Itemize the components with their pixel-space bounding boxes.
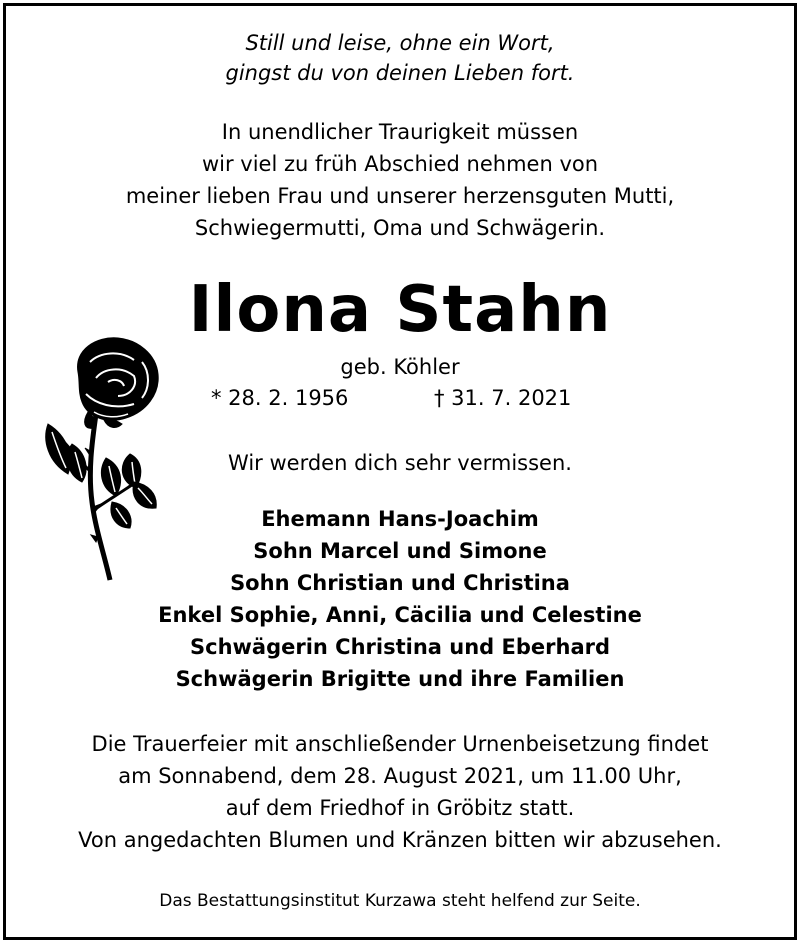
mourner-line-2: Sohn Marcel und Simone (253, 539, 547, 563)
mourner-line-5: Schwägerin Christina und Eberhard (190, 635, 610, 659)
deceased-name: Ilona Stahn (188, 273, 612, 347)
service-line-2: am Sonnabend, dem 28. August 2021, um 11.00 Uhr, (118, 764, 682, 788)
service-line-1: Die Trauerfeier mit anschließender Urnenbeisetzung findet (91, 732, 709, 756)
intro-line-2: wir viel zu früh Abschied nehmen von (201, 152, 599, 176)
farewell-line: Wir werden dich sehr vermissen. (228, 451, 572, 475)
mourner-line-3: Sohn Christian und Christina (230, 571, 570, 595)
mourner-line-6: Schwägerin Brigitte und ihre Familien (175, 667, 625, 691)
birth-date: * 28. 2. 1956 (211, 386, 349, 410)
intro-line-3: meiner lieben Frau und unserer herzensguten Mutti, (125, 184, 675, 208)
maiden-name: geb. Köhler (340, 355, 460, 379)
verse-line-1: Still und leise, ohne ein Wort, (245, 31, 555, 55)
funeral-home-note: Das Bestattungsinstitut Kurzawa steht helfend zur Seite. (159, 891, 641, 911)
mourner-line-4: Enkel Sophie, Anni, Cäcilia und Celestine (158, 603, 642, 627)
death-date: † 31. 7. 2021 (434, 386, 572, 410)
verse-line-2: gingst du von deinen Lieben fort. (225, 61, 575, 85)
service-line-3: auf dem Friedhof in Gröbitz statt. (225, 796, 575, 820)
service-line-4: Von angedachten Blumen und Kränzen bitten wir abzusehen. (78, 828, 722, 852)
intro-line-4: Schwiegermutti, Oma und Schwägerin. (194, 216, 606, 240)
intro-line-1: In unendlicher Traurigkeit müssen (221, 120, 579, 144)
mourner-line-1: Ehemann Hans-Joachim (261, 507, 539, 531)
